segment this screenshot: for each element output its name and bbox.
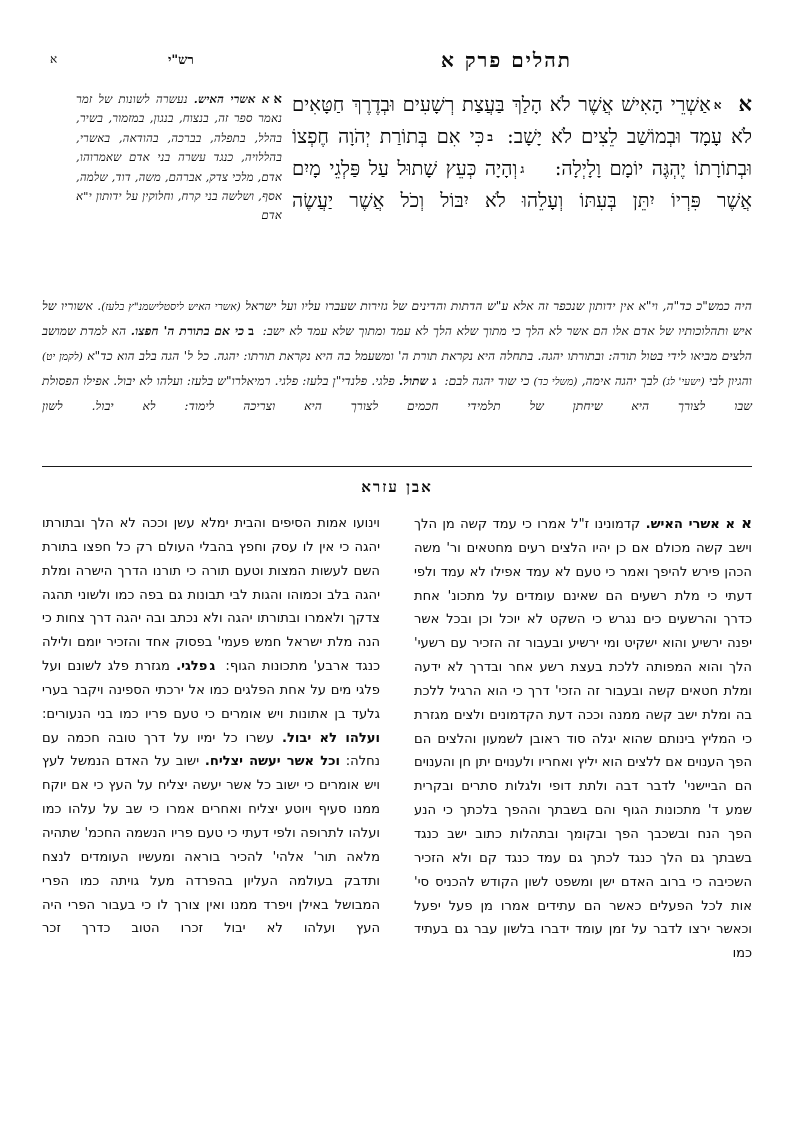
folio-number: א: [50, 52, 58, 66]
rashi-source-reference: (משלי כד): [533, 375, 578, 388]
running-head-commentary: רש"י: [168, 53, 194, 68]
verse-number: ב: [487, 130, 494, 144]
page-title: תהלים פרק א: [441, 48, 572, 72]
ibn-ezra-lemma: א אשרי האיש.: [645, 517, 736, 532]
rashi-marker: ג: [432, 373, 437, 388]
rashi-lemma: א אשרי האיש.: [193, 92, 270, 106]
ibn-ezra-lemma: ועלהו לא יבול.: [281, 730, 380, 746]
page-header: [42, 48, 752, 76]
section-divider: [42, 466, 752, 467]
verse-number: ג: [520, 162, 525, 176]
rashi-wide-commentary: [42, 294, 752, 418]
rashi-lemma: כי אם בתורת ה' חפצו.: [130, 324, 245, 339]
ibn-ezra-body: קדמונינו ז"ל אמרו כי עמד קשה מן הלך וישב קשה מכולם אם כן יהיו הלצים רעים מחטאים ור' משה הכהן פירש להיפך ואמר כי טעם לא עמד אפילו לא עמד ולפי דעתי כי מלת רשעים הם שאינם עומדים על מתכונ' אחת כדרך והרשעים כים נגרש כי השקט לא יוכל וכן ובכל אשר יפנה ירשיע והוא ישקיט ומי ירשיע ובעבור זה הזכיר עם רשעי' הלך והוא המפותה ללכת בעצת רשע אחר ובדרך לא ידעה ומלת חטאים קשה ובעבור זה הזכי' דרך כי הוא הרגיל ללכת בה ומלת ישב קשה ממנה וככה דעת הקדמונים ולצים מגזרת כי המליץ בינותם שהוא יגלה סוד ראובן לשמעון והלצים הם הפך הענוים אם ללצים הוא יליץ ואחריו ולענוים יתן חן והענוים הם הביישני' לדבר דבה ולתת דופי ולגלות סתרים ובקרית שמע ד' מתכונות הגוף והם בשבתך וההפך בלכתך כי הנע הפך הנח ובשכבך הפך ובקומך ובתהלות כתוב ישב כנגד בשבתך גם הלך כנגד לכתך גם עמד כנגד קם ולא הזכיר השכיבה כי ברוב האדם ישן ומשפט לשון הקודש להכניס סי' אות לכל הפעלים כאשר הם עתידים אמרו מן פעל יפעל וכאשר ירצו לדבר על זמן עומד ידברו בלשון עבר גם בעתיד כמו: [414, 517, 752, 962]
rashi-body: נעשרה לשונות של זמר נאמר ספר זה, בנצוח, בנגון, במזמור, בשיר, בהלל, בתפלה, בברכה, בהודאה, באשרי, בהללויה, כנגד עשרה בני אדם שאמרוהו, אדם, מלכי צדק, אברהם, משה, דוד, שלמה, אסף, ושלשה בני קרח, וחלוקין על ידותון י"א אדם: [76, 92, 282, 223]
rashi-source-reference: (לקמן יט): [42, 350, 83, 363]
rashi-body: פלגי. פלנדי"ן בלעז: פלגי. רמיאלרו"ש בלעז: ועלהו לא יבול. אפילו הפסולת שבו לצורך היא שיחתן של תלמידי חכמים לצורך היא וצריכה לימוד: לא יבול. לשון: [42, 373, 752, 414]
scripture-text: [292, 88, 752, 216]
rashi-source-reference: (אשרי האיש ליסטלישמנ"ץ בלעז): [101, 301, 241, 313]
rashi-body: היה כמש"כ כד"ה, וי"א אין ידותון שנכפר זה אלא ע"ש הדתות והדינים של גזירות שעברו עליו ועל ישראל: [240, 299, 752, 313]
ibn-ezra-body: מגזרת פלג לשונם ועל פלגי מים על אחת הפלגים כמו אל ירכתי הספינה ויקבר בערי גלעד בן אתונות ויש אומרים כי טעם פריו כמו בני הנעורים:: [42, 659, 380, 722]
ibn-ezra-marker: ג: [209, 659, 216, 675]
rashi-body: לבך יהגה אימה,: [577, 373, 663, 388]
ibn-ezra-body: ישוב על האדם הנמשל לעץ ויש אומרים כי ישוב כל אשר יעשה יצליח על העץ כי אם יוקח ממנו סעיף ויוטע יצליח ואחרים אמרו כי שב על עלהו כמו ועלהו לתרופה ולפי דעתי כי טעם פריו הנשמה החכמ' שתהיה מלאה תור' אלהי' להכיר בוראה ומעשיו העומדים לנצח ותדבק בעולמה העליון בהפרדה מעל גויתה כמו הפרי המבושל באילן ויפרד ממנו ואין צורך לו כי בעבור הפרי היה העץ ועלהו לא יבול זכרו הטוב כדרך זכר: [42, 754, 380, 937]
verse-number: א: [713, 98, 722, 112]
ibn-ezra-column-left: [42, 512, 380, 941]
ibn-ezra-heading: אבן עזרא: [361, 478, 433, 496]
ibn-ezra-column-right: [414, 512, 752, 966]
verse-text: אַשְׁרֵי הָאִישׁ אֲשֶׁר לֹא הָלַךְ בַּעֲצַת רְשָׁעִים וּבְדֶרֶךְ חַטָּאִים לֹא עָמָד וּבְמוֹשַׁב לֵצִים לֹא יָשָׁב:: [292, 93, 753, 148]
chapter-number: א: [738, 91, 752, 116]
ibn-ezra-body: עשרו כל ימיו על דרך טובה חכמה עם נחלה:: [42, 730, 380, 770]
rashi-body: . אשוריו של איש ותהלוכותיו של אדם אלו הם אשר לא הלך כי מתוך שלא הלך לא עמד ומתוך שלא עמד לא ישב:: [42, 299, 752, 339]
chapter-number: א: [741, 514, 752, 532]
ibn-ezra-commentary: [42, 512, 752, 1102]
top-block: [42, 88, 752, 288]
verse-text: כִּי אִם בְּתוֹרַת יְהֹוָה חֶפְצוֹ וּבְתוֹרָתוֹ יֶהְגֶּה יוֹמָם וָלָיְלָה:: [292, 125, 752, 180]
rashi-lemma: שתול.: [398, 373, 429, 388]
rashi-side-commentary: [76, 90, 282, 226]
rashi-marker: ב: [248, 324, 255, 339]
rashi-body: הא למדת שמושב הלצים מביאו לידי בטול תורה: ובתורתו יהגה. בתחלה היא נקראת תורת ה' ומשעמל בה היא נקראת תורתו: יהגה. כל ל' הגה בלב הוא כד"א: [42, 324, 752, 363]
rashi-marker: א: [273, 92, 282, 107]
ibn-ezra-body: וינועו אמות הסיפים והבית ימלא עשן וככה לא הלך ובתורתו יהגה כי אין לו עסק וחפץ בהבלי העולם רק כל חפצו בתורת השם לעשות המצות וטעם תורה כי תורנו הדרך הישרה ומלת יהגה בלב וכמוהו והגות לבי תבונות גם בפה כמו ולשוני תהגה צדקך ולאמרו ובתורתו יהגה ולא נכתב ובה יהגה דרך צחות כי הנה מלת ישראל חמש פעמי' בפסוק אחד והזכיר יומם ולילה כנגד ארבע' מתכונות הגוף:: [42, 516, 380, 675]
verse-text: וְהָיָה כְּעֵץ שָׁתוּל עַל פַּלְגֵי מָיִם אֲשֶׁר פִּרְיוֹ יִתֵּן בְּעִתּוֹ וְעָלֵהוּ לֹא יִבּוֹל וְכֹל אֲשֶׁר יַעֲשֶׂה: [292, 157, 752, 212]
ibn-ezra-lemma: וכל אשר יעשה יצליח.: [204, 754, 341, 770]
rashi-body: והגיון לבי: [704, 373, 752, 388]
ibn-ezra-lemma: פלגי.: [176, 659, 208, 675]
rashi-source-reference: (ישעי' לג): [662, 375, 705, 388]
rashi-body: כי שוד יהגה לבם:: [440, 373, 534, 388]
